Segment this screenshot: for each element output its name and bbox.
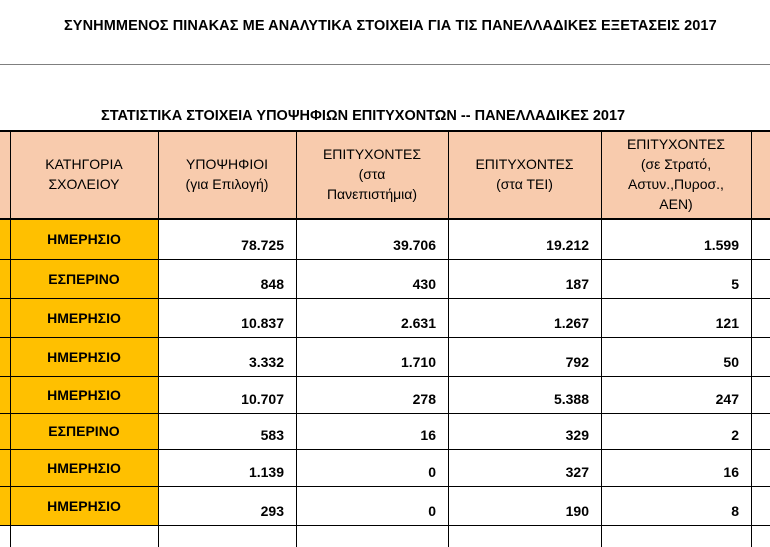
numeric-cell-tei: 5.388 [553, 391, 589, 407]
table-column-border [751, 130, 752, 547]
column-header: ΕΠΙΤΥΧΟΝΤΕΣ (σε Στρατό, Αστυν.,Πυροσ., ΑΕΝ) [626, 136, 726, 212]
numeric-cell-military: 8 [731, 503, 739, 519]
numeric-cell-tei: 1.267 [553, 315, 589, 331]
table-row-border [0, 376, 770, 377]
table-column-border [158, 130, 159, 547]
numeric-cell-tei: 19.212 [546, 237, 589, 253]
table-row-border [0, 298, 770, 299]
column-header: ΕΠΙΤΥΧΟΝΤΕΣ (στα Πανεπιστήμια) [322, 146, 422, 202]
table-row-border [0, 337, 770, 338]
table-row-border [0, 413, 770, 414]
table-row-border [0, 449, 770, 450]
numeric-cell-military: 50 [723, 354, 739, 370]
school-category-cell: ΗΜΕΡΗΣΙΟ [47, 386, 121, 403]
school-category-cell: ΗΜΕΡΗΣΙΟ [47, 348, 121, 365]
column-header: ΕΠΙΤΥΧΟΝΤΕΣ (στα ΤΕΙ) [475, 156, 574, 192]
numeric-cell-universities: 430 [412, 276, 436, 292]
numeric-cell-tei: 190 [565, 503, 589, 519]
numeric-cell-military: 247 [715, 391, 739, 407]
numeric-cell-universities: 2.631 [400, 315, 436, 331]
table-row-border [0, 486, 770, 487]
school-category-cell: ΗΜΕΡΗΣΙΟ [47, 459, 121, 476]
numeric-cell-universities: 278 [412, 391, 436, 407]
numeric-cell-tei: 792 [565, 354, 589, 370]
numeric-cell-candidates: 848 [260, 276, 284, 292]
numeric-cell-candidates: 10.837 [241, 315, 284, 331]
numeric-cell-universities: 39.706 [393, 237, 436, 253]
table-column-border [10, 130, 11, 547]
document-title: ΣΥΝΗΜΜΕΝΟΣ ΠΙΝΑΚΑΣ ΜΕ ΑΝΑΛΥΤΙΚΑ ΣΤΟΙΧΕΙΑ ΓΙΑ ΤΙΣ ΠΑΝΕΛΛΑΔΙΚΕΣ ΕΞΕΤΑΣΕΙΣ 2017 [64, 18, 717, 34]
table-row-border [0, 130, 770, 132]
school-category-cell: ΗΜΕΡΗΣΙΟ [47, 230, 121, 247]
numeric-cell-universities: 0 [428, 464, 436, 480]
school-category-cell: ΕΣΠΕΡΙΝΟ [48, 423, 120, 439]
numeric-cell-candidates: 10.707 [241, 391, 284, 407]
table-column-border [296, 130, 297, 547]
table-title: ΣΤΑΤΙΣΤΙΚΑ ΣΤΟΙΧΕΙΑ ΥΠΟΨΗΦΙΩΝ ΕΠΙΤΥΧΟΝΤΩΝ -- ΠΑΝΕΛΛΑΔΙΚΕΣ 2017 [101, 108, 626, 124]
numeric-cell-candidates: 293 [260, 503, 284, 519]
table-row-border [0, 259, 770, 260]
numeric-cell-military: 2 [731, 427, 739, 443]
numeric-cell-universities: 1.710 [400, 354, 436, 370]
numeric-cell-military: 16 [723, 464, 739, 480]
numeric-cell-tei: 187 [565, 276, 589, 292]
table-column-border [448, 130, 449, 547]
column-header: ΚΑΤΗΓΟΡΙΑ ΣΧΟΛΕΙΟΥ [45, 156, 123, 192]
numeric-cell-candidates: 583 [260, 427, 284, 443]
numeric-cell-military: 5 [731, 276, 739, 292]
numeric-cell-military: 121 [715, 315, 739, 331]
table-row-border [0, 525, 770, 526]
numeric-cell-military: 1.599 [703, 237, 739, 253]
numeric-cell-candidates: 78.725 [241, 237, 284, 253]
numeric-cell-candidates: 1.139 [248, 464, 284, 480]
numeric-cell-universities: 0 [428, 503, 436, 519]
school-category-cell: ΕΣΠΕΡΙΝΟ [48, 270, 120, 287]
numeric-cell-tei: 327 [565, 464, 589, 480]
column-header: ΥΠΟΨΗΦΙΟΙ (για Επιλογή) [185, 156, 269, 192]
numeric-cell-tei: 329 [565, 427, 589, 443]
numeric-cell-candidates: 3.332 [248, 354, 284, 370]
school-category-cell: ΗΜΕΡΗΣΙΟ [47, 497, 121, 514]
numeric-cell-universities: 16 [420, 427, 436, 443]
school-category-cell: ΗΜΕΡΗΣΙΟ [47, 309, 121, 326]
table-row-border [0, 218, 770, 220]
table-column-border [601, 130, 602, 547]
